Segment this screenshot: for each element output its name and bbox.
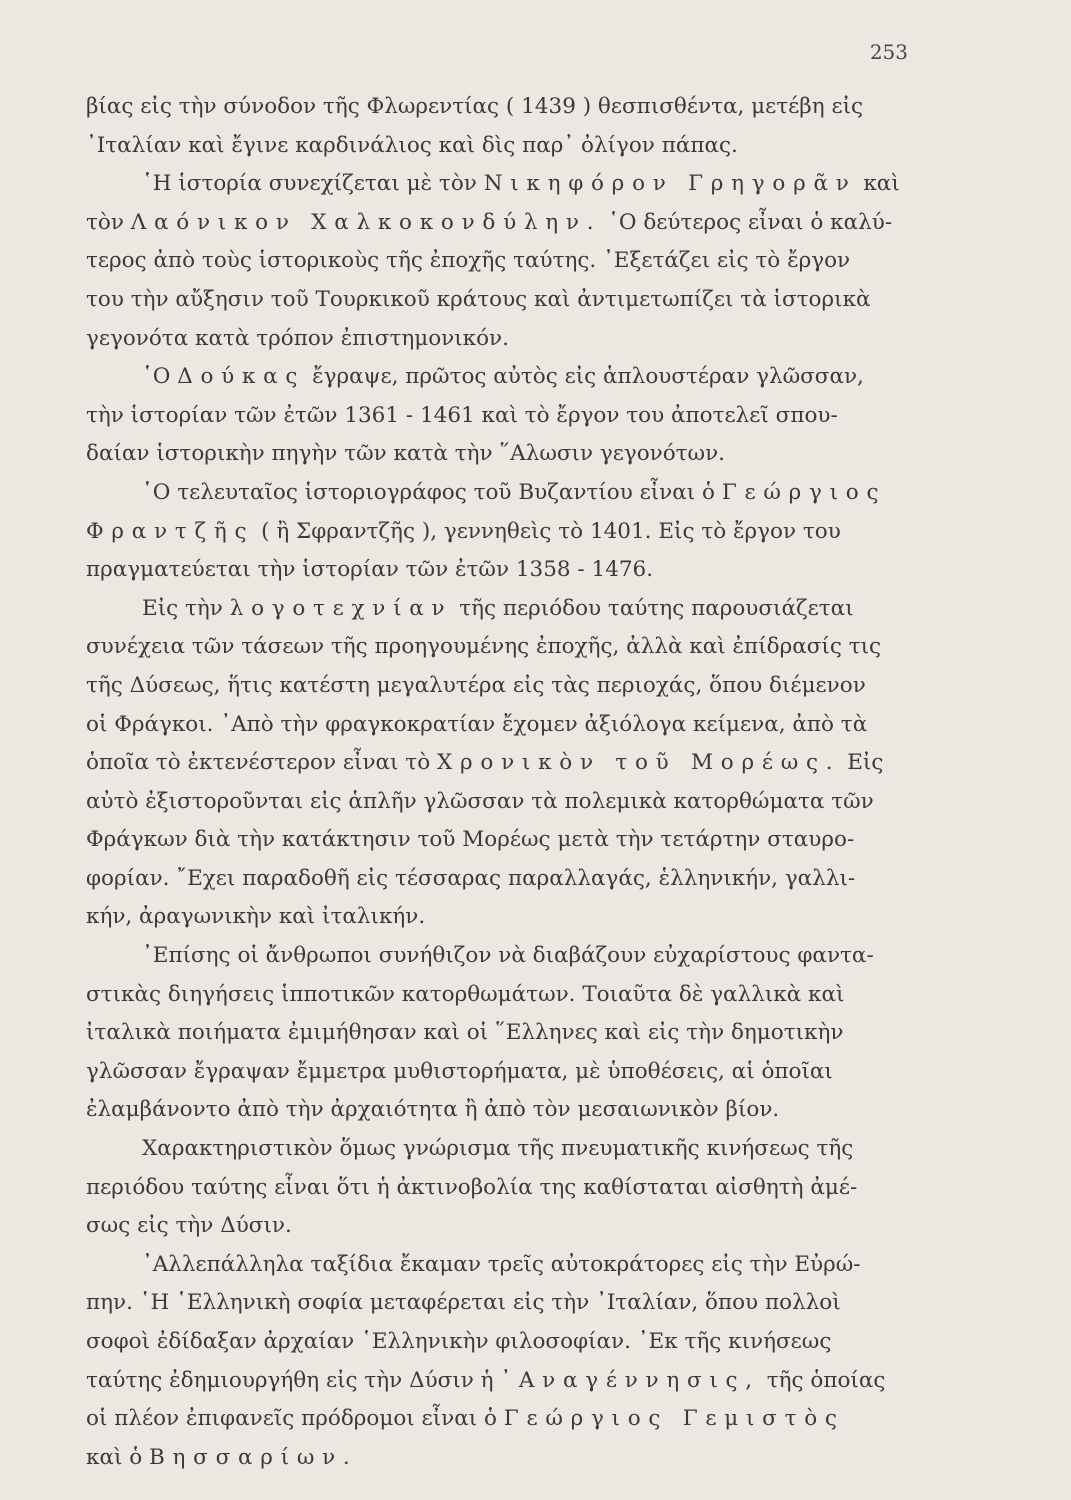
emphasis-name: Δούκας xyxy=(177,364,306,390)
text-line: πραγματεύεται τὴν ἱστορίαν τῶν ἐτῶν 1358 - 1476. xyxy=(86,557,654,583)
text-line: Φράγκων διὰ τὴν κατάκτησιν τοῦ Μορέως μετὰ τὴν τετάρτην σταυρο- xyxy=(86,827,855,853)
text-line: ἰταλικὰ ποιήματα ἐμιμήθησαν καὶ οἱ ῞Ελληνες καὶ εἰς τὴν δημοτικὴν xyxy=(86,1020,844,1046)
text-line: οἱ πλέον ἐπιφανεῖς πρόδρομοι εἶναι ὁ Γεώργιος Γεμιστὸς xyxy=(86,1406,845,1432)
text-line: φορίαν. ῎Εχει παραδοθῆ εἰς τέσσαρας παραλλαγάς, ἑλληνικήν, γαλλι- xyxy=(86,865,856,891)
text-line: τερος ἀπὸ τοὺς ἱστορικοὺς τῆς ἐποχῆς ταύτης. ᾿Εξετάζει εἰς τὸ ἔργον xyxy=(86,248,851,274)
text-line: ῾Ο τελευταῖος ἱστοριογράφος τοῦ Βυζαντίου εἶναι ὁ Γεώργιος xyxy=(142,479,887,505)
text-line: πην. ῾Η ῾Ελληνικὴ σοφία μεταφέρεται εἰς τὴν ᾿Ιταλίαν, ὅπου πολλοὶ xyxy=(86,1290,841,1316)
text-line: ῾Η ἱστορία συνεχίζεται μὲ τὸν Νικηφόρον Γρηγορᾶν καὶ xyxy=(142,171,900,197)
text-line: Φραντζῆς ( ἢ Σφραντζῆς ), γεννηθεὶς τὸ 1401. Εἰς τὸ ἔργον του xyxy=(86,518,841,544)
text-line: του τὴν αὔξησιν τοῦ Τουρκικοῦ κράτους καὶ ἀντιμετωπίζει τὰ ἱστορικὰ xyxy=(86,286,871,312)
text-line: δαίαν ἱστορικὴν πηγὴν τῶν κατὰ τὴν ῞Αλωσιν γεγονότων. xyxy=(86,441,725,467)
text-line: Χαρακτηριστικὸν ὅμως γνώρισμα τῆς πνευματικῆς κινήσεως τῆς xyxy=(142,1136,854,1162)
text-line: γεγονότα κατὰ τρόπον ἐπιστημονικόν. xyxy=(86,325,509,351)
text-line: περιόδου ταύτης εἶναι ὅτι ἡ ἀκτινοβολία της καθίσταται αἰσθητὴ ἀμέ- xyxy=(86,1174,858,1200)
text-line: ῾Ο Δούκας ἔγραψε, πρῶτος αὐτὸς εἰς ἁπλουστέραν γλῶσσαν, xyxy=(142,364,864,390)
text-line: ὁποῖα τὸ ἐκτενέστερον εἶναι τὸ Χρονικὸν τοῦ Μορέως. Εἰς xyxy=(86,750,884,776)
emphasis-term: λογοτεχνίαν xyxy=(229,595,453,621)
text-line: τὸν Λαόνικον Χαλκοκονδύλην. ῾Ο δεύτερος εἶναι ὁ καλύ- xyxy=(86,209,893,235)
text-line: γλῶσσαν ἔγραψαν ἔμμετρα μυθιστορήματα, μὲ ὑποθέσεις, αἱ ὁποῖαι xyxy=(86,1058,833,1084)
text-line: Εἰς τὴν λογοτεχνίαν τῆς περιόδου ταύτης παρουσιάζεται xyxy=(142,595,854,621)
text-line: σως εἰς τὴν Δύσιν. xyxy=(86,1213,292,1239)
text-line: ᾿Ιταλίαν καὶ ἔγινε καρδινάλιος καὶ δὶς παρ᾽ ὀλίγον πάπας. xyxy=(86,132,738,158)
text-line: σοφοὶ ἐδίδαξαν ἀρχαίαν ῾Ελληνικὴν φιλοσοφίαν. ᾿Εκ τῆς κινήσεως xyxy=(86,1329,832,1354)
emphasis-name: Βησσαρίων. xyxy=(149,1444,358,1470)
text-line: αὐτὸ ἐξιστοροῦνται εἰς ἁπλῆν γλῶσσαν τὰ πολεμικὰ κατορθώματα τῶν xyxy=(86,788,874,814)
emphasis-name: Γεώργιος Γεμιστὸς xyxy=(503,1406,845,1432)
text-line: τὴν ἱστορίαν τῶν ἐτῶν 1361 - 1461 καὶ τὸ ἔργον του ἀποτελεῖ σπου- xyxy=(86,402,838,428)
text-line: καὶ ὁ Βησσαρίων. xyxy=(86,1444,358,1470)
text-line: ᾿Αλλεπάλληλα ταξίδια ἔκαμαν τρεῖς αὐτοκράτορες εἰς τὴν Εὐρώ- xyxy=(142,1251,861,1277)
text-line: ταύτης ἐδημιουργήθη εἰς τὴν Δύσιν ἡ ᾿Αναγέννησις, τῆς ὁποίας xyxy=(86,1367,886,1393)
emphasis-name: Γεώργιος xyxy=(721,479,887,505)
text-line: ᾿Επίσης οἱ ἄνθρωποι συνήθιζον νὰ διαβάζουν εὐχαρίστους φαντα- xyxy=(142,943,874,969)
text-line: τῆς Δύσεως, ἥτις κατέστη μεγαλυτέρα εἰς τὰς περιοχάς, ὅπου διέμενον xyxy=(86,672,866,698)
text-line: συνέχεια τῶν τάσεων τῆς προηγουμένης ἐποχῆς, ἀλλὰ καὶ ἐπίδρασίς τις xyxy=(86,634,882,660)
text-line: ἐλαμβάνοντο ἀπὸ τὴν ἀρχαιότητα ἢ ἀπὸ τὸν μεσαιωνικὸν βίον. xyxy=(86,1097,780,1123)
emphasis-title: Χρονικὸν τοῦ Μορέως. xyxy=(437,750,841,776)
text-line: βίας εἰς τὴν σύνοδον τῆς Φλωρεντίας ( 1439 ) θεσπισθέντα, μετέβη εἰς xyxy=(86,94,864,119)
text-line: οἱ Φράγκοι. ᾿Απὸ τὴν φραγκοκρατίαν ἔχομεν ἀξιόλογα κείμενα, ἀπὸ τὰ xyxy=(86,711,868,737)
emphasis-name: Φραντζῆς xyxy=(86,518,255,544)
page-number: 253 xyxy=(869,40,908,64)
text-line: κήν, ἀραγωνικὴν καὶ ἰταλικήν. xyxy=(86,904,426,930)
emphasis-name: Νικηφόρον Γρηγορᾶν xyxy=(483,171,857,197)
body-text xyxy=(86,88,912,1477)
emphasis-term: ᾿Αναγέννησις, xyxy=(500,1367,760,1393)
emphasis-name: Λαόνικον Χαλκοκονδύλην. xyxy=(130,209,602,235)
text-line: στικὰς διηγήσεις ἱπποτικῶν κατορθωμάτων. Τοιαῦτα δὲ γαλλικὰ καὶ xyxy=(86,981,845,1007)
